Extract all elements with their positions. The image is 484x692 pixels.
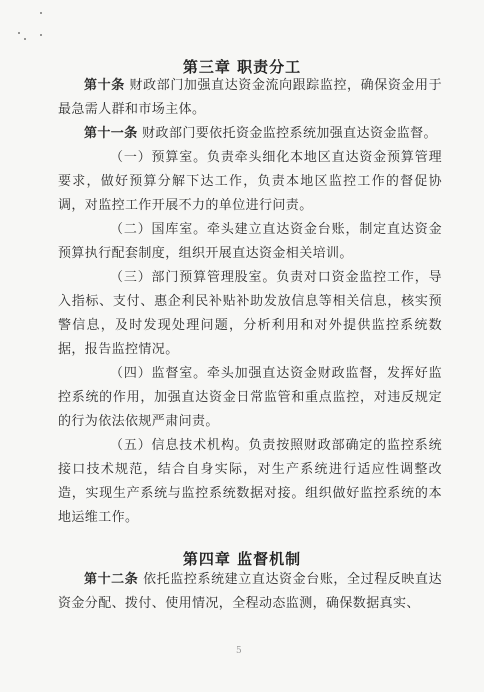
article-11-text: 财政部门要依托资金监控系统加强直达资金监督。 <box>142 126 437 141</box>
page-number: 5 <box>236 646 242 656</box>
article-10-label: 第十条 <box>84 78 125 93</box>
article-12-text: 依托监控系统建立直达资金台账，全过程反映直达资金分配、拨付、使用情况，全程动态监测，确保数据真实、 <box>58 572 442 611</box>
duty-item-it: （五）信息技术机构。负责按照财政部确定的监控系统接口技术规范，结合自身实际，对生产系统进行适应性调整改造，实现生产系统与监控系统数据对接。组织做好监控系统的本地运维工作。 <box>58 438 442 525</box>
speck <box>18 32 20 34</box>
scan-specks <box>18 8 78 48</box>
article-10-text: 财政部门加强直达资金流向跟踪监控，确保资金用于最急需人群和市场主体。 <box>58 78 443 117</box>
speck <box>40 12 42 14</box>
duty-item-dept-budget: （三）部门预算管理股室。负责对口资金监控工作，导入指标、支付、惠企利民补贴补助发放信息等相关信息，核实预警信息，及时发现处理问题，分析利用和对外提供监控系统数据，报告监控情况。 <box>58 270 442 357</box>
article-12 <box>58 568 442 616</box>
speck <box>24 38 26 40</box>
chapter-3-title: 第三章 职责分工 <box>182 58 302 76</box>
article-12-label: 第十二条 <box>84 572 139 587</box>
speck <box>40 34 42 36</box>
duty-item-treasury: （二）国库室。牵头建立直达资金台账，制定直达资金预算执行配套制度，组织开展直达资金相关培训。 <box>58 222 442 261</box>
article-10 <box>58 74 442 122</box>
duty-item-supervision: （四）监督室。牵头加强直达资金财政监督，发挥好监控系统的作用，加强直达资金日常监管和重点监控，对违反规定的行为依法依规严肃问责。 <box>58 366 442 429</box>
article-11 <box>58 122 442 146</box>
article-11-label: 第十一条 <box>84 126 138 141</box>
duty-item-budget: （一）预算室。负责牵头细化本地区直达资金预算管理要求，做好预算分解下达工作，负责本地区监控工作的督促协调，对监控工作开展不力的单位进行问责。 <box>58 150 442 213</box>
chapter-4-title: 第四章 监督机制 <box>182 550 302 568</box>
